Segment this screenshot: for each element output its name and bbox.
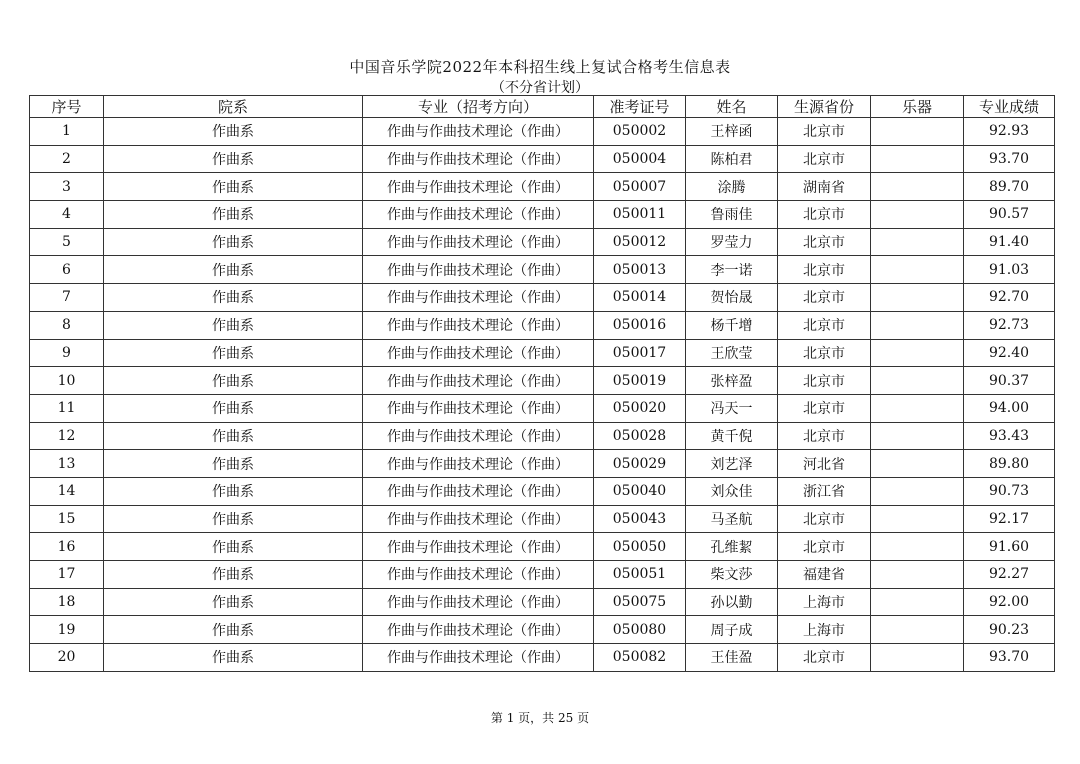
cell-major: 作曲与作曲技术理论（作曲）	[363, 477, 594, 505]
cell-score: 91.60	[964, 533, 1055, 561]
cell-exam-id: 050002	[594, 118, 686, 146]
cell-exam-id: 050080	[594, 616, 686, 644]
cell-name: 杨千增	[686, 311, 778, 339]
cell-department: 作曲系	[104, 228, 363, 256]
table-row	[30, 311, 1055, 339]
cell-exam-id: 050011	[594, 201, 686, 229]
cell-score: 92.00	[964, 588, 1055, 616]
cell-index: 14	[30, 477, 104, 505]
cell-name: 黄千倪	[686, 422, 778, 450]
cell-index: 13	[30, 450, 104, 478]
cell-score: 93.70	[964, 145, 1055, 173]
cell-major: 作曲与作曲技术理论（作曲）	[363, 644, 594, 672]
cell-index: 12	[30, 422, 104, 450]
cell-exam-id: 050051	[594, 561, 686, 589]
cell-exam-id: 050050	[594, 533, 686, 561]
header-exam-id: 准考证号	[594, 96, 686, 118]
cell-score: 92.27	[964, 561, 1055, 589]
cell-index: 3	[30, 173, 104, 201]
cell-name: 鲁雨佳	[686, 201, 778, 229]
table-row	[30, 644, 1055, 672]
cell-province: 北京市	[778, 644, 871, 672]
cell-index: 17	[30, 561, 104, 589]
cell-major: 作曲与作曲技术理论（作曲）	[363, 256, 594, 284]
cell-department: 作曲系	[104, 450, 363, 478]
header-instrument: 乐器	[871, 96, 964, 118]
cell-exam-id: 050075	[594, 588, 686, 616]
cell-name: 王梓函	[686, 118, 778, 146]
cell-index: 11	[30, 394, 104, 422]
table-body	[30, 118, 1055, 672]
cell-instrument	[871, 118, 964, 146]
cell-exam-id: 050017	[594, 339, 686, 367]
cell-score: 90.37	[964, 367, 1055, 395]
cell-name: 冯天一	[686, 394, 778, 422]
header-department: 院系	[104, 96, 363, 118]
cell-score: 90.73	[964, 477, 1055, 505]
header-index: 序号	[30, 96, 104, 118]
table-row	[30, 145, 1055, 173]
table-row	[30, 477, 1055, 505]
cell-score: 92.93	[964, 118, 1055, 146]
cell-major: 作曲与作曲技术理论（作曲）	[363, 450, 594, 478]
cell-major: 作曲与作曲技术理论（作曲）	[363, 339, 594, 367]
cell-exam-id: 050019	[594, 367, 686, 395]
cell-instrument	[871, 561, 964, 589]
cell-instrument	[871, 339, 964, 367]
cell-exam-id: 050043	[594, 505, 686, 533]
cell-exam-id: 050016	[594, 311, 686, 339]
table-row	[30, 394, 1055, 422]
cell-index: 20	[30, 644, 104, 672]
cell-name: 张梓盈	[686, 367, 778, 395]
table-row	[30, 256, 1055, 284]
cell-province: 北京市	[778, 505, 871, 533]
cell-instrument	[871, 533, 964, 561]
table-row	[30, 201, 1055, 229]
cell-province: 北京市	[778, 256, 871, 284]
cell-name: 刘众佳	[686, 477, 778, 505]
cell-major: 作曲与作曲技术理论（作曲）	[363, 533, 594, 561]
cell-score: 89.80	[964, 450, 1055, 478]
cell-score: 92.17	[964, 505, 1055, 533]
table-row	[30, 616, 1055, 644]
cell-name: 柴文莎	[686, 561, 778, 589]
cell-department: 作曲系	[104, 561, 363, 589]
table-row	[30, 284, 1055, 312]
cell-province: 北京市	[778, 422, 871, 450]
table-row	[30, 505, 1055, 533]
cell-exam-id: 050082	[594, 644, 686, 672]
cell-instrument	[871, 228, 964, 256]
cell-province: 北京市	[778, 311, 871, 339]
cell-name: 马圣航	[686, 505, 778, 533]
cell-department: 作曲系	[104, 173, 363, 201]
cell-department: 作曲系	[104, 256, 363, 284]
cell-instrument	[871, 173, 964, 201]
cell-exam-id: 050004	[594, 145, 686, 173]
cell-name: 周子成	[686, 616, 778, 644]
cell-index: 2	[30, 145, 104, 173]
cell-department: 作曲系	[104, 311, 363, 339]
page-footer: 第 1 页，共 25 页	[490, 711, 590, 725]
cell-department: 作曲系	[104, 588, 363, 616]
cell-score: 92.40	[964, 339, 1055, 367]
cell-major: 作曲与作曲技术理论（作曲）	[363, 284, 594, 312]
table-row	[30, 339, 1055, 367]
cell-name: 孔维絜	[686, 533, 778, 561]
cell-province: 北京市	[778, 284, 871, 312]
cell-exam-id: 050007	[594, 173, 686, 201]
cell-major: 作曲与作曲技术理论（作曲）	[363, 394, 594, 422]
cell-score: 93.43	[964, 422, 1055, 450]
table-row	[30, 533, 1055, 561]
table-row	[30, 173, 1055, 201]
cell-exam-id: 050013	[594, 256, 686, 284]
table-row	[30, 118, 1055, 146]
cell-index: 1	[30, 118, 104, 146]
table-row	[30, 561, 1055, 589]
cell-instrument	[871, 644, 964, 672]
cell-province: 北京市	[778, 145, 871, 173]
cell-exam-id: 050020	[594, 394, 686, 422]
cell-exam-id: 050040	[594, 477, 686, 505]
cell-instrument	[871, 256, 964, 284]
cell-score: 90.23	[964, 616, 1055, 644]
cell-major: 作曲与作曲技术理论（作曲）	[363, 561, 594, 589]
cell-exam-id: 050014	[594, 284, 686, 312]
cell-major: 作曲与作曲技术理论（作曲）	[363, 118, 594, 146]
cell-department: 作曲系	[104, 422, 363, 450]
cell-department: 作曲系	[104, 477, 363, 505]
cell-score: 93.70	[964, 644, 1055, 672]
cell-score: 92.70	[964, 284, 1055, 312]
cell-major: 作曲与作曲技术理论（作曲）	[363, 616, 594, 644]
cell-name: 孙以勤	[686, 588, 778, 616]
cell-instrument	[871, 367, 964, 395]
cell-instrument	[871, 201, 964, 229]
cell-index: 5	[30, 228, 104, 256]
candidate-table	[29, 95, 1055, 672]
cell-index: 6	[30, 256, 104, 284]
cell-province: 浙江省	[778, 477, 871, 505]
cell-name: 涂腾	[686, 173, 778, 201]
cell-index: 15	[30, 505, 104, 533]
cell-department: 作曲系	[104, 505, 363, 533]
cell-instrument	[871, 145, 964, 173]
cell-score: 94.00	[964, 394, 1055, 422]
cell-name: 罗莹力	[686, 228, 778, 256]
cell-province: 福建省	[778, 561, 871, 589]
cell-major: 作曲与作曲技术理论（作曲）	[363, 588, 594, 616]
table-row	[30, 367, 1055, 395]
cell-province: 北京市	[778, 339, 871, 367]
table-row	[30, 228, 1055, 256]
cell-instrument	[871, 394, 964, 422]
cell-index: 7	[30, 284, 104, 312]
cell-score: 91.03	[964, 256, 1055, 284]
cell-major: 作曲与作曲技术理论（作曲）	[363, 505, 594, 533]
cell-province: 北京市	[778, 228, 871, 256]
cell-province: 湖南省	[778, 173, 871, 201]
cell-major: 作曲与作曲技术理论（作曲）	[363, 201, 594, 229]
cell-name: 王佳盈	[686, 644, 778, 672]
cell-index: 16	[30, 533, 104, 561]
cell-department: 作曲系	[104, 284, 363, 312]
cell-major: 作曲与作曲技术理论（作曲）	[363, 311, 594, 339]
cell-instrument	[871, 477, 964, 505]
page-title: 中国音乐学院2022年本科招生线上复试合格考生信息表	[349, 58, 731, 76]
cell-major: 作曲与作曲技术理论（作曲）	[363, 422, 594, 450]
cell-province: 北京市	[778, 367, 871, 395]
cell-province: 北京市	[778, 118, 871, 146]
cell-score: 90.57	[964, 201, 1055, 229]
cell-name: 李一诺	[686, 256, 778, 284]
table-header-row	[30, 96, 1055, 118]
cell-index: 18	[30, 588, 104, 616]
cell-department: 作曲系	[104, 644, 363, 672]
cell-department: 作曲系	[104, 533, 363, 561]
cell-instrument	[871, 311, 964, 339]
cell-score: 91.40	[964, 228, 1055, 256]
header-name: 姓名	[686, 96, 778, 118]
cell-instrument	[871, 284, 964, 312]
cell-department: 作曲系	[104, 339, 363, 367]
cell-major: 作曲与作曲技术理论（作曲）	[363, 228, 594, 256]
cell-exam-id: 050012	[594, 228, 686, 256]
cell-province: 北京市	[778, 533, 871, 561]
table-row	[30, 450, 1055, 478]
cell-score: 89.70	[964, 173, 1055, 201]
cell-province: 北京市	[778, 394, 871, 422]
cell-index: 4	[30, 201, 104, 229]
cell-name: 刘艺泽	[686, 450, 778, 478]
cell-department: 作曲系	[104, 616, 363, 644]
cell-department: 作曲系	[104, 201, 363, 229]
cell-index: 10	[30, 367, 104, 395]
cell-score: 92.73	[964, 311, 1055, 339]
cell-department: 作曲系	[104, 367, 363, 395]
header-score: 专业成绩	[964, 96, 1055, 118]
cell-instrument	[871, 616, 964, 644]
cell-exam-id: 050028	[594, 422, 686, 450]
cell-instrument	[871, 422, 964, 450]
cell-province: 上海市	[778, 588, 871, 616]
header-province: 生源省份	[778, 96, 871, 118]
cell-name: 王欣莹	[686, 339, 778, 367]
cell-instrument	[871, 450, 964, 478]
cell-exam-id: 050029	[594, 450, 686, 478]
cell-department: 作曲系	[104, 394, 363, 422]
cell-instrument	[871, 505, 964, 533]
cell-major: 作曲与作曲技术理论（作曲）	[363, 367, 594, 395]
cell-index: 8	[30, 311, 104, 339]
cell-province: 上海市	[778, 616, 871, 644]
cell-major: 作曲与作曲技术理论（作曲）	[363, 145, 594, 173]
cell-department: 作曲系	[104, 145, 363, 173]
header-major: 专业（招考方向）	[363, 96, 594, 118]
table-row	[30, 588, 1055, 616]
cell-department: 作曲系	[104, 118, 363, 146]
cell-major: 作曲与作曲技术理论（作曲）	[363, 173, 594, 201]
cell-province: 河北省	[778, 450, 871, 478]
page-subtitle: （不分省计划）	[491, 80, 589, 96]
table-row	[30, 422, 1055, 450]
cell-instrument	[871, 588, 964, 616]
cell-province: 北京市	[778, 201, 871, 229]
cell-name: 陈柏君	[686, 145, 778, 173]
cell-index: 19	[30, 616, 104, 644]
cell-index: 9	[30, 339, 104, 367]
cell-name: 贺怡晟	[686, 284, 778, 312]
